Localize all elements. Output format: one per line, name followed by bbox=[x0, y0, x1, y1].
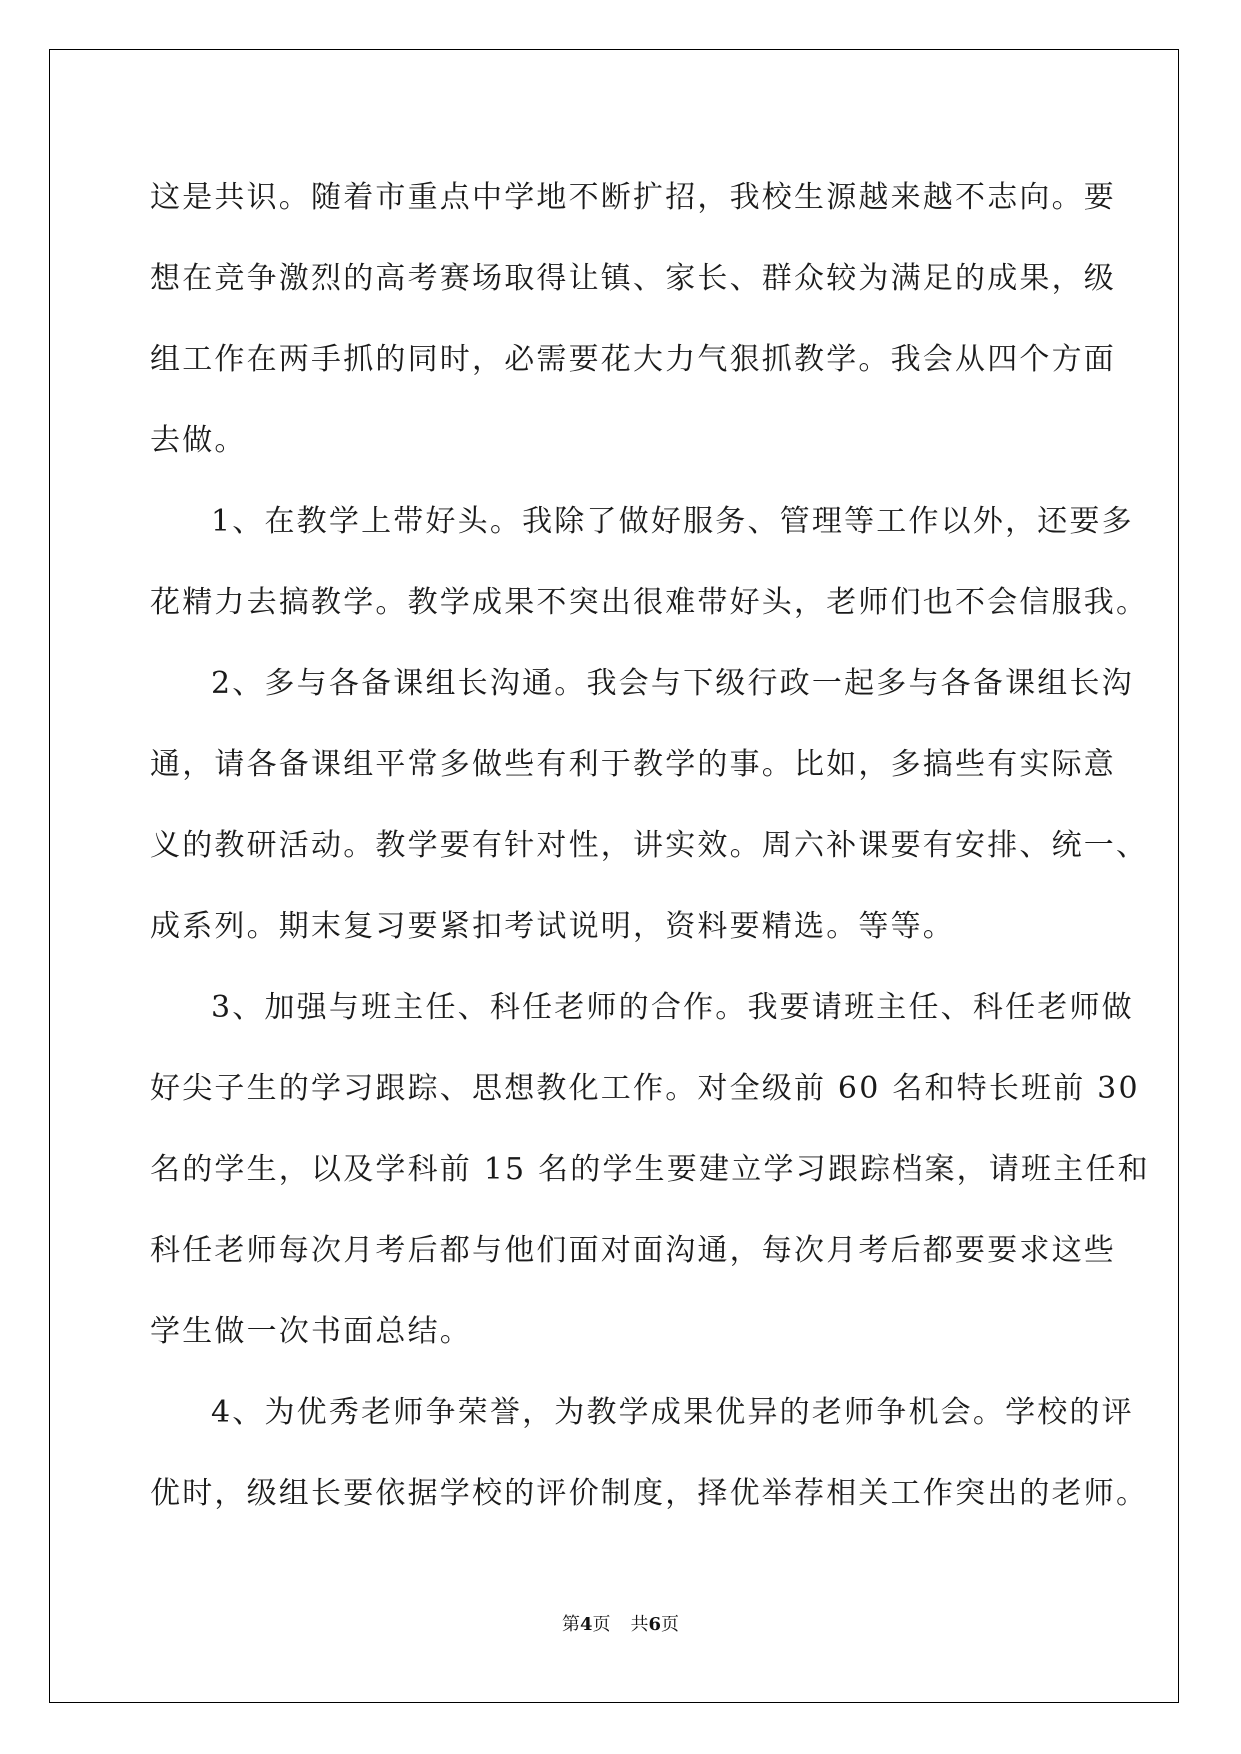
text-line: 成系列。期末复习要紧扣考试说明，资料要精选。等等。 bbox=[150, 909, 955, 944]
document-body bbox=[150, 157, 1150, 1534]
text-line: 3、加强与班主任、科任老师的合作。我要请班主任、科任老师做 bbox=[211, 990, 1134, 1025]
text-line: 学生做一次书面总结。 bbox=[150, 1314, 472, 1349]
page-total: 6 bbox=[648, 1614, 662, 1635]
text-line: 科任老师每次月考后都与他们面对面沟通，每次月考后都要要求这些 bbox=[150, 1233, 1116, 1268]
text-line: 这是共识。随着市重点中学地不断扩招，我校生源越来越不志向。要 bbox=[150, 180, 1116, 215]
text-line: 花精力去搞教学。教学成果不突出很难带好头，老师们也不会信服我。 bbox=[150, 585, 1149, 620]
page-prefix: 第 bbox=[561, 1614, 580, 1635]
text-line: 去做。 bbox=[150, 423, 247, 458]
page-current: 4 bbox=[579, 1614, 593, 1635]
text-line: 义的教研活动。教学要有针对性，讲实效。周六补课要有安排、统一、 bbox=[150, 828, 1149, 863]
text-line: 通，请各备课组平常多做些有利于教学的事。比如，多搞些有实际意 bbox=[150, 747, 1116, 782]
total-prefix: 共 bbox=[630, 1614, 649, 1635]
text-line: 优时，级组长要依据学校的评价制度，择优举荐相关工作突出的老师。 bbox=[150, 1476, 1149, 1511]
total-suffix: 页 bbox=[661, 1614, 680, 1635]
text-line: 4、为优秀老师争荣誉，为教学成果优异的老师争机会。学校的评 bbox=[211, 1395, 1134, 1430]
page-footer bbox=[0, 1610, 1241, 1636]
text-line: 1、在教学上带好头。我除了做好服务、管理等工作以外，还要多 bbox=[211, 504, 1134, 539]
text-line: 想在竞争激烈的高考赛场取得让镇、家长、群众较为满足的成果，级 bbox=[150, 261, 1116, 296]
text-line: 组工作在两手抓的同时，必需要花大力气狠抓教学。我会从四个方面 bbox=[150, 342, 1116, 377]
page-suffix: 页 bbox=[592, 1614, 611, 1635]
text-line: 名的学生，以及学科前 15 名的学生要建立学习跟踪档案，请班主任和 bbox=[150, 1152, 1150, 1187]
text-line: 2、多与各备课组长沟通。我会与下级行政一起多与各备课组长沟 bbox=[211, 666, 1134, 701]
text-line: 好尖子生的学习跟踪、思想教化工作。对全级前 60 名和特长班前 30 bbox=[150, 1071, 1140, 1106]
